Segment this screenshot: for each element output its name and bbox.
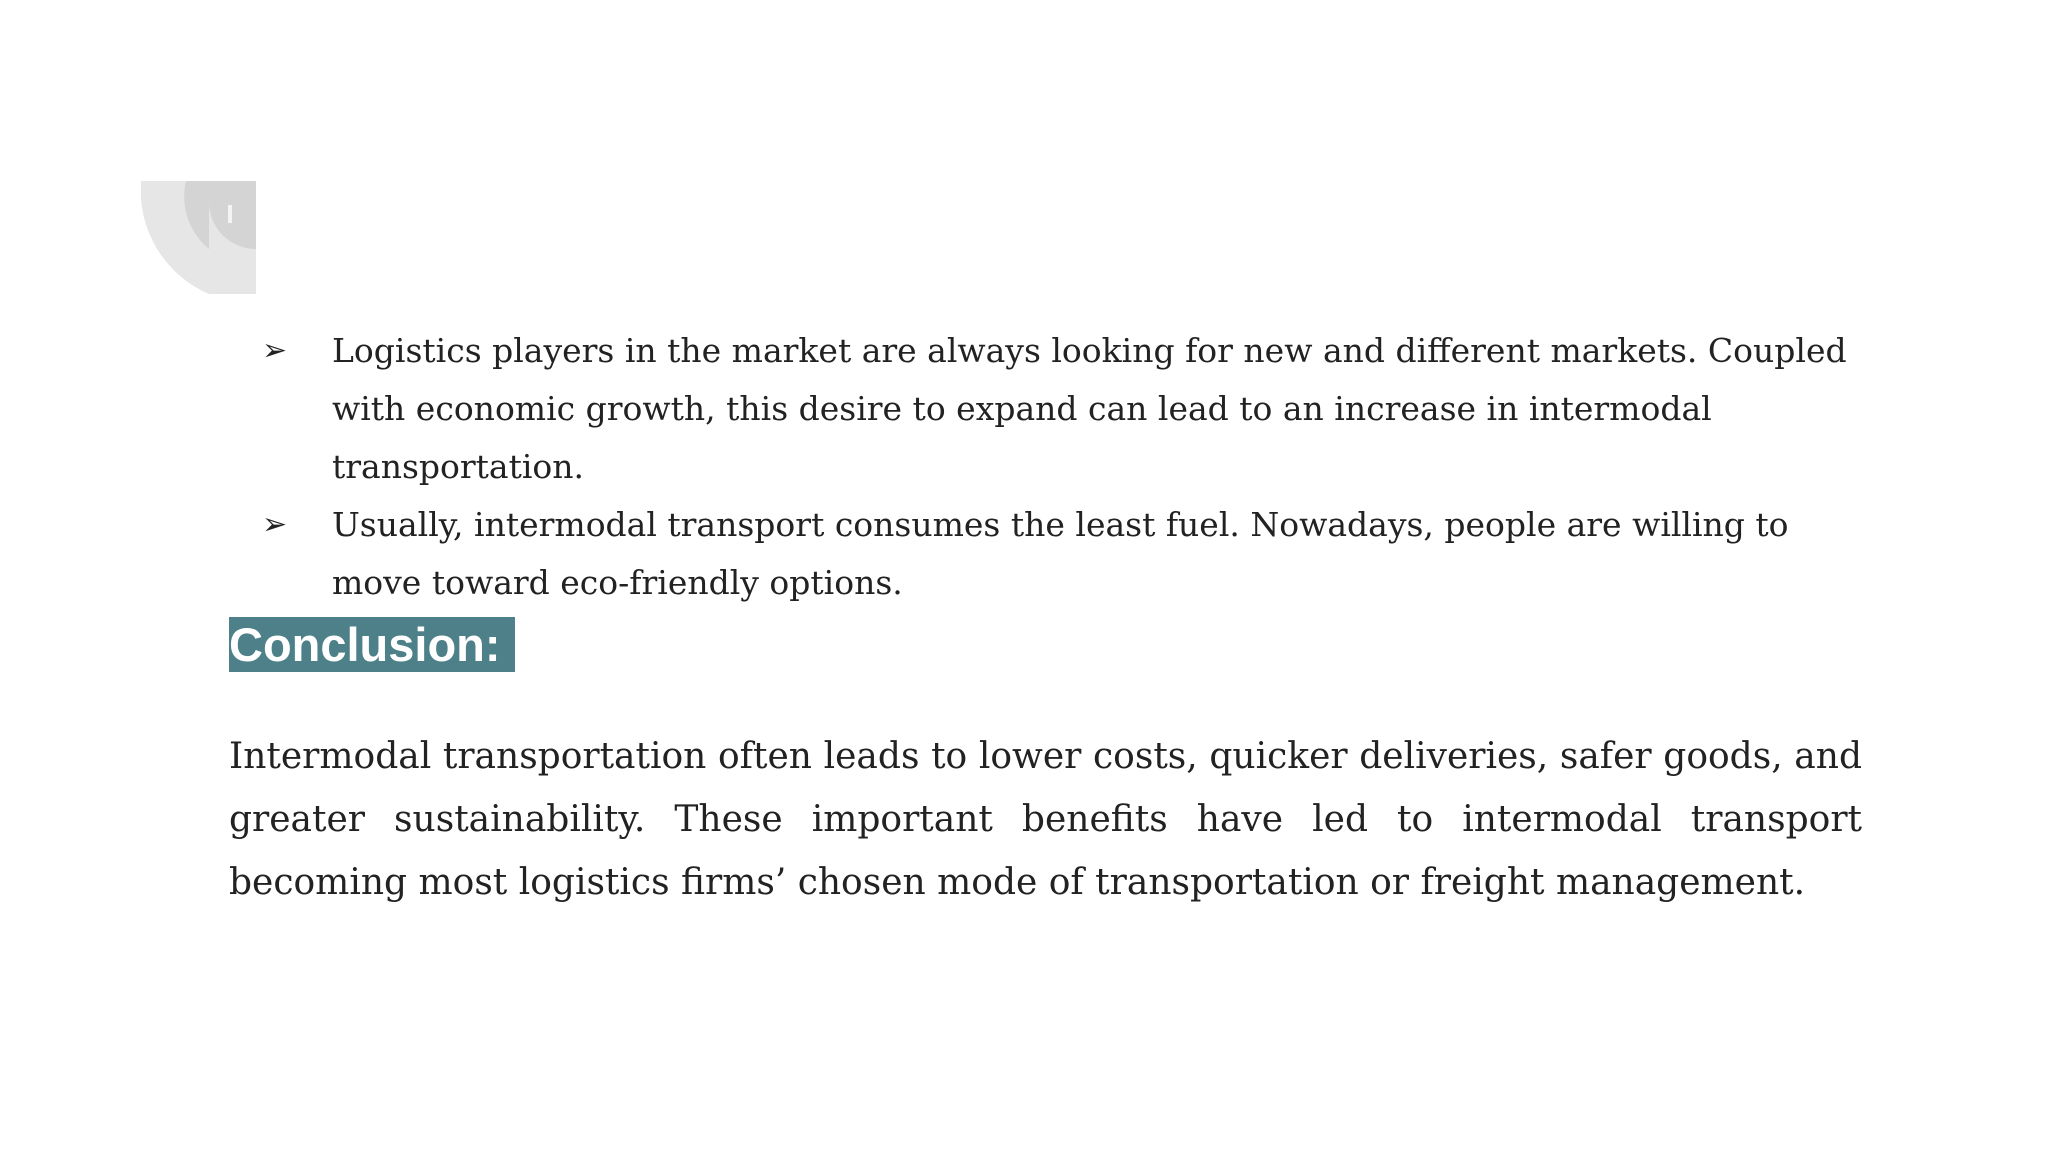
arrow-bullet-icon: ➢ xyxy=(262,333,288,368)
conclusion-heading: Conclusion: xyxy=(229,618,501,671)
bullet-item xyxy=(262,322,1872,496)
conclusion-heading-highlight xyxy=(229,617,515,672)
arrow-bullet-icon: ➢ xyxy=(262,507,288,542)
conclusion-paragraph: Intermodal transportation often leads to lower costs, quicker deliveries, safer goods, and greater sustainability. These important benefits have led to intermodal transport becoming most logistics firms’ chosen mode of transportation or freight management. xyxy=(229,736,1862,903)
bullet-text: Usually, intermodal transport consumes the least fuel. Nowadays, people are willing to move toward eco-friendly options. xyxy=(332,505,1789,602)
bullet-item xyxy=(262,496,1872,612)
bullet-list xyxy=(262,322,1872,612)
page-corner-ornament-icon xyxy=(141,181,256,294)
bullet-text: Logistics players in the market are always looking for new and different markets. Coupled with economic growth, this desire to expand can lead to an increase in intermodal transportation. xyxy=(332,331,1847,486)
